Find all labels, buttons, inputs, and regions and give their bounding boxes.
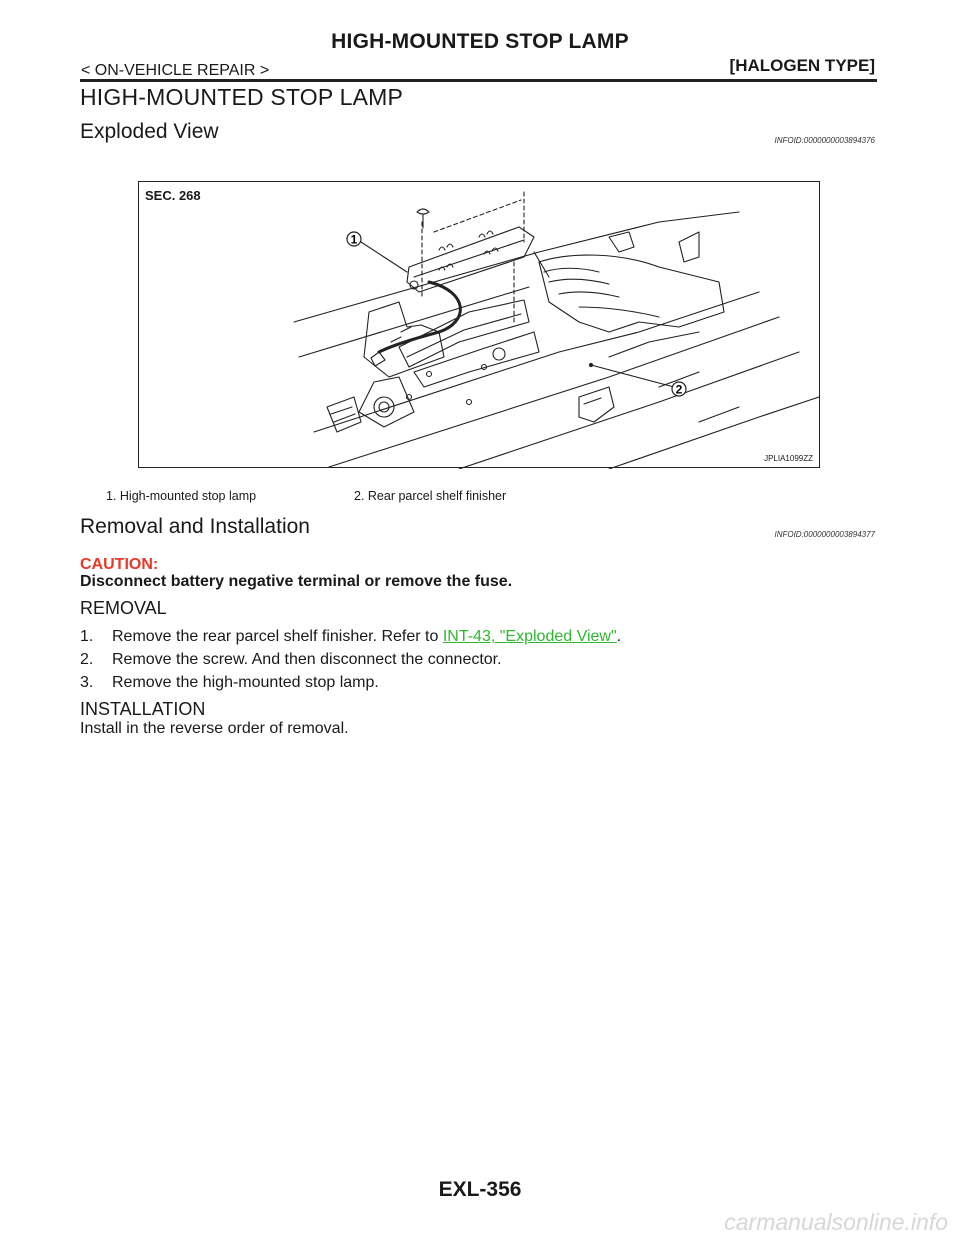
exploded-view-figure	[138, 181, 820, 468]
svg-text:2: 2	[675, 382, 683, 397]
step-text: Remove the high-mounted stop lamp.	[112, 674, 379, 691]
page-number: EXL-356	[438, 1178, 522, 1201]
callout-2-marker	[672, 382, 686, 397]
watermark: carmanualsonline.info	[724, 1209, 948, 1235]
figure-sec-label: SEC. 268	[145, 188, 201, 203]
header-rule	[80, 79, 877, 82]
installation-text: Install in the reverse order of removal.	[80, 720, 349, 737]
svg-text:1: 1	[350, 232, 358, 247]
exploded-view-heading: Exploded View	[80, 120, 219, 143]
section-title: HIGH-MOUNTED STOP LAMP	[80, 84, 404, 110]
step-text: Remove the screw. And then disconnect the connector.	[112, 651, 502, 668]
exploded-view-drawing	[139, 182, 821, 469]
page-header-title: HIGH-MOUNTED STOP LAMP	[331, 30, 629, 53]
installation-heading: INSTALLATION	[80, 699, 206, 719]
header-type-label: [HALOGEN TYPE]	[729, 56, 875, 75]
figure-code: JPLIA1099ZZ	[764, 454, 813, 463]
ref-link-int-43[interactable]: INT-43, "Exploded View"	[442, 628, 617, 645]
removal-installation-infoid: INFOID:0000000003894377	[774, 530, 875, 539]
removal-step-1	[80, 628, 621, 646]
removal-step-2	[80, 651, 502, 669]
caution-label: CAUTION:	[80, 556, 159, 573]
step-text: Remove the rear parcel shelf finisher. Refer to	[112, 628, 443, 645]
step-number: 1.	[80, 628, 94, 645]
callout-1-marker	[347, 232, 361, 247]
caution-text: Disconnect battery negative terminal or remove the fuse.	[80, 573, 513, 590]
exploded-view-infoid: INFOID:0000000003894376	[774, 136, 875, 145]
removal-step-3	[80, 674, 379, 692]
step-text-end: .	[616, 628, 622, 645]
legend-item-1: 1. High-mounted stop lamp	[106, 489, 257, 503]
step-number: 3.	[80, 674, 94, 691]
legend-item-2: 2. Rear parcel shelf finisher	[354, 489, 507, 503]
header-breadcrumb: < ON-VEHICLE REPAIR >	[81, 62, 270, 79]
removal-installation-heading: Removal and Installation	[80, 515, 310, 538]
step-number: 2.	[80, 651, 94, 668]
removal-heading: REMOVAL	[80, 598, 167, 618]
